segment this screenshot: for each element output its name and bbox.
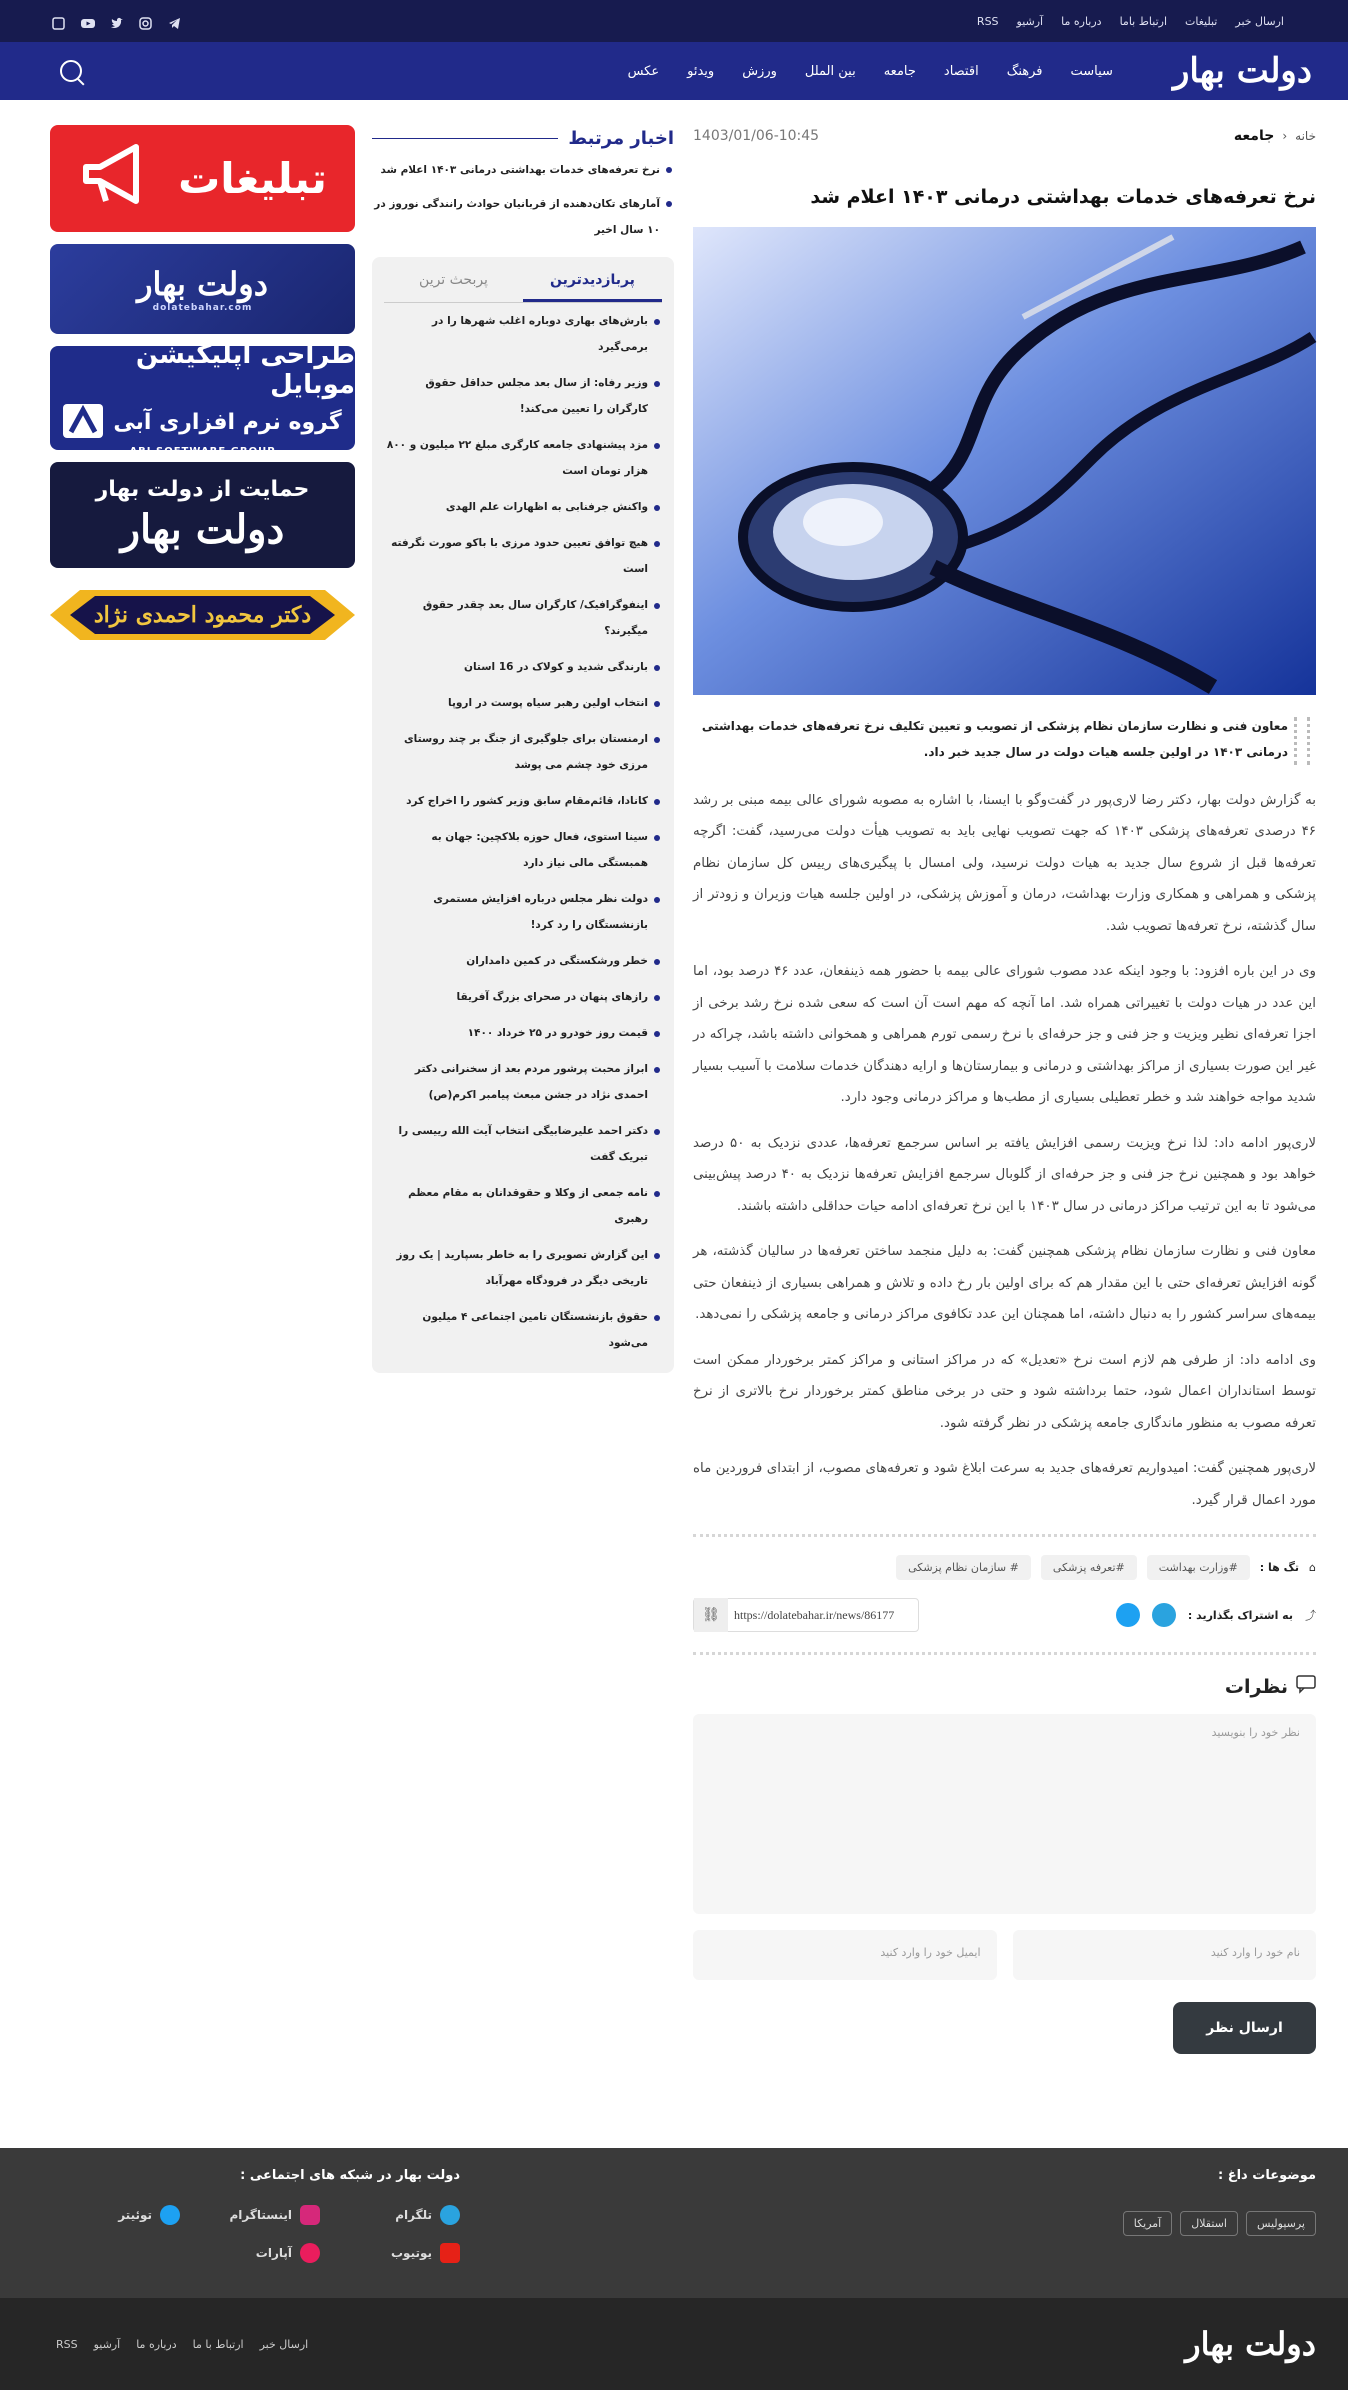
popular-news-item[interactable]: رازهای پنهان در صحرای بزرگ آفریقا <box>384 979 662 1015</box>
footer-bottom <box>0 2298 1348 2390</box>
tab-header <box>384 257 662 303</box>
social-youtube-label: یوتیوب <box>390 2246 432 2260</box>
menu-video[interactable]: ویدئو <box>687 63 715 79</box>
twitter-share-icon[interactable] <box>1116 1603 1140 1627</box>
popular-news-item[interactable]: سینا استوی، فعال حوزه بلاکچین: جهان به همبستگی مالی نیاز دارد <box>384 819 662 881</box>
tag-item[interactable]: # سازمان نظام پزشکی <box>896 1555 1031 1580</box>
menu-economy[interactable]: اقتصاد <box>943 63 979 79</box>
menu-photo[interactable]: عکس <box>627 63 660 79</box>
share-label: به اشتراک بگذارید : <box>1187 1608 1293 1622</box>
middle-column <box>372 128 674 1373</box>
short-url-box[interactable] <box>693 1598 919 1632</box>
article-image-stethoscope <box>693 227 1316 695</box>
popular-news-item[interactable]: کانادا، قائم‌مقام سابق وزیر کشور را اخراج کرد <box>384 783 662 819</box>
footer-link-archive[interactable]: آرشیو <box>93 2337 121 2351</box>
ad-banner-abi-software[interactable] <box>50 339 355 457</box>
article-paragraph: لاری‌پور همچنین گفت: امیدواریم تعرفه‌های جدید به سرعت ابلاغ شود و تعرفه‌های مصوب، از ابتدای فروردین ماه مورد اعمال قرار گیرد. <box>693 1461 1316 1508</box>
ad-dolatebahar-url: dolatebahar.com <box>152 303 253 313</box>
popular-news-item[interactable]: هیچ توافق تعیین حدود مرزی با باکو صورت نگرفته است <box>384 525 662 587</box>
footer-link-about[interactable]: درباره ما <box>136 2337 177 2351</box>
youtube-icon[interactable] <box>81 15 94 28</box>
comment-icon <box>1296 1675 1316 1698</box>
popular-news-item[interactable]: این گزارش تصویری را به خاطر بسپارید | یک روز تاریخی دیگر در فرودگاه مهرآباد <box>384 1237 662 1299</box>
social-list <box>60 2205 460 2263</box>
heading-line <box>372 138 558 139</box>
social-networks <box>60 2168 460 2263</box>
submit-comment-button[interactable]: ارسال نظر <box>1173 2002 1316 2054</box>
menu-sports[interactable]: ورزش <box>742 63 777 79</box>
social-aparat[interactable] <box>180 2243 320 2263</box>
telegram-icon[interactable] <box>168 15 181 28</box>
tag-item[interactable]: #تعرفه پزشکی <box>1041 1555 1137 1580</box>
social-instagram-label: اینستاگرام <box>229 2208 292 2222</box>
hot-topic-tag[interactable]: آمریکا <box>1123 2211 1173 2236</box>
popular-news-item[interactable]: قیمت روز خودرو در ۲۵ خرداد ۱۴۰۰ <box>384 1015 662 1051</box>
breadcrumb-section[interactable]: جامعه <box>1233 128 1275 144</box>
article-title: نرخ تعرفه‌های خدمات بهداشتی درمانی ۱۴۰۳ اعلام شد <box>810 186 1316 208</box>
top-link-ads[interactable]: تبلیغات <box>1185 14 1218 28</box>
ad-banner-advertising[interactable] <box>50 125 355 232</box>
search-icon[interactable] <box>60 60 82 82</box>
megaphone-icon <box>78 139 158 219</box>
popular-news-item[interactable]: اینفوگرافیک/ کارگران سال بعد چقدر حقوق میگیرند؟ <box>384 587 662 649</box>
tab-most-viewed[interactable]: پربازدیدترین <box>523 257 662 302</box>
top-social <box>52 15 181 28</box>
article-paragraph: وی در این باره افزود: با وجود اینکه عدد مصوب شورای عالی بیمه با حضور همه ذینفعان، عدد ۴۶ درصد بود، اما این عدد در هیات دولت با تغییراتی همراه شد. اما آنچه که مهم است آن است که سعی شده نرخ رشد برخی از اجزا تعرفه‌ای نظیر ویزیت و جز فنی و جز حرفه‌ای با نرخ رسمی تورم همراهی و همخوانی داشته باشد، چراکه در غیر این صورت بسیاری از مراکز بهداشتی و درمانی و بیمارستان‌ها و ارایه دهندگان خدمات سلامت با آسیب بسیار شدید مواجه خواهند شد و خطر تعطیلی بسیاری از مطب‌ها و مراکز درمانی وجود دارد. <box>693 964 1316 1106</box>
popular-news-item[interactable]: دکتر احمد علیرضابیگی انتخاب آیت الله رییسی را تبریک گفت <box>384 1113 662 1175</box>
short-url[interactable]: https://dolatebahar.ir/news/86177 <box>734 1607 895 1622</box>
ad-abi-en: ABI SOFTWARE GROUP <box>129 445 276 457</box>
ad-banner-dolatebahar[interactable] <box>50 244 355 334</box>
email-input[interactable]: ایمیل خود را وارد کنید <box>693 1930 997 1980</box>
ad-ahmadinejad-text: دکتر محمود احمدی نژاد <box>93 602 312 628</box>
tags-label: تگ ها : <box>1259 1561 1300 1575</box>
twitter-icon[interactable] <box>110 15 123 28</box>
footer-links <box>56 2338 308 2351</box>
ad-abi-logo-row <box>63 404 341 442</box>
related-news-item[interactable]: نرخ تعرفه‌های خدمات بهداشتی درمانی ۱۴۰۳ اعلام شد <box>372 157 674 183</box>
top-bar <box>0 0 1348 42</box>
social-instagram[interactable] <box>180 2205 320 2225</box>
article-paragraph: لاری‌پور ادامه داد: لذا نرخ ویزیت رسمی افزایش یافته بر اساس سرجمع تعرفه‌ها، عددی نزدیک به ۵۰ درصد خواهد بود و همچنین نرخ جز فنی و جز حرفه‌ای از گلوبال سرجمع افزایش تعرفه‌ها نزدیک به ۴۰ درصد پیش‌بینی می‌شود تا به این ترتیب مراکز درمانی در سال ۱۴۰۳ با این نرخ تعرفه‌ای ادامه حیات حداقلی داشته باشند. <box>693 1135 1316 1214</box>
popular-news-item[interactable]: بارش‌های بهاری دوباره اغلب شهرها را در برمی‌گیرد <box>384 303 662 365</box>
social-twitter-label: توئیتر <box>118 2208 152 2222</box>
comments-title: نظرات <box>1224 1675 1288 1698</box>
footer-link-contact[interactable]: ارتباط با ما <box>192 2337 244 2351</box>
popular-news-item[interactable]: خطر ورشکستگی در کمین دامداران <box>384 943 662 979</box>
top-link-about[interactable]: درباره ما <box>1061 14 1102 28</box>
youtube-icon <box>440 2243 460 2263</box>
popular-news-item[interactable]: مزد پیشنهادی جامعه کارگری مبلغ ۲۲ میلیون و ۸۰۰ هزار تومان است <box>384 427 662 489</box>
hot-topic-tag[interactable]: پرسپولیس <box>1246 2211 1316 2236</box>
footer-link-send-news[interactable]: ارسال خبر <box>259 2337 309 2351</box>
main-menu <box>82 64 1113 79</box>
ad-advertising-text: تبلیغات <box>178 154 327 203</box>
article-lead: معاون فنی و نظارت سازمان نظام پزشکی از تصویب و تعیین تکلیف نرخ تعرفه‌های خدمات بهداشتی درمانی ۱۴۰۳ در اولین جلسه هیات دولت در سال جدید خبر داد. <box>693 713 1316 765</box>
ads-column <box>50 125 355 662</box>
footer-link-rss[interactable]: RSS <box>56 2337 78 2351</box>
aparat-icon <box>300 2243 320 2263</box>
top-links <box>977 15 1284 28</box>
instagram-icon <box>300 2205 320 2225</box>
ad-abi-fa: گروه نرم افزاری آبی <box>113 410 342 435</box>
tags-row <box>693 1555 1316 1580</box>
main-content <box>0 100 1348 2145</box>
article <box>693 128 1316 2054</box>
ad-banner-support[interactable] <box>50 462 355 568</box>
tag-icon: ⌂ <box>1309 1561 1316 1575</box>
telegram-icon <box>440 2205 460 2225</box>
social-youtube[interactable] <box>320 2243 460 2263</box>
hot-topics-heading: موضوعات داغ : <box>1218 2168 1316 2183</box>
popular-news-item[interactable]: انتخاب اولین رهبر سیاه پوست در اروپا <box>384 685 662 721</box>
site-logo[interactable]: دولت بهار <box>1172 51 1312 91</box>
related-news-title: اخبار مرتبط <box>568 128 674 149</box>
social-heading: دولت بهار در شبکه های اجتماعی : <box>240 2168 460 2183</box>
ad-dolatebahar-title: دولت بهار <box>137 265 268 303</box>
top-link-send-news[interactable]: ارسال خبر <box>1235 14 1284 28</box>
popular-news-item[interactable]: بارندگی شدید و کولاک در 16 استان <box>384 649 662 685</box>
twitter-icon <box>160 2205 180 2225</box>
name-input[interactable]: نام خود را وارد کنید <box>1013 1930 1317 1980</box>
comment-inputs <box>693 1930 1316 1980</box>
related-news-item[interactable]: آمارهای تکان‌دهنده از قربانیان حوادث رانندگی نوروز در ۱۰ سال اخیر <box>372 191 674 243</box>
main-navbar <box>0 42 1348 100</box>
hot-topic-tag[interactable]: استقلال <box>1180 2211 1238 2236</box>
top-link-contact[interactable]: ارتباط باما <box>1119 14 1168 28</box>
popular-news-item[interactable]: نامه جمعی از وکلا و حقوقدانان به مقام معظم رهبری <box>384 1175 662 1237</box>
hot-topics-list <box>1016 2211 1316 2236</box>
instagram-icon[interactable] <box>139 15 152 28</box>
share-row <box>693 1598 1316 1632</box>
popular-news-item[interactable]: حقوق بازنشستگان تامین اجتماعی ۴ میلیون می‌شود <box>384 1299 662 1361</box>
abi-logo-icon <box>63 404 103 442</box>
tab-most-discussed[interactable]: پربحث ترین <box>419 272 488 288</box>
top-link-archive[interactable]: آرشیو <box>1016 14 1044 28</box>
popular-tabs <box>372 257 674 1373</box>
menu-culture[interactable]: فرهنگ <box>1006 63 1043 79</box>
comment-textarea[interactable]: نظر خود را بنویسید <box>693 1714 1316 1914</box>
ad-support-logo: دولت بهار <box>120 506 285 553</box>
article-date: 1403/01/06-10:45 <box>693 128 820 144</box>
menu-international[interactable]: بین الملل <box>804 63 856 79</box>
article-paragraph: معاون فنی و نظارت سازمان نظام پزشکی همچنین گفت: به دلیل منجمد ساختن تعرفه‌ها در سالیان گذشته، هر گونه افزایش تعرفه‌ای حتی با این مقدار هم که برای اولین بار رخ داده و تلاش و همراهی بسیاری از ذینفعان حتی بیمه‌های سراسر کشور را به دنبال داشته، اما همچنان این عدد تکافوی مراکز درمانی و جامعه پزشکی را نمی‌دهد. <box>693 1244 1316 1323</box>
tag-item[interactable]: #وزارت بهداشت <box>1147 1555 1250 1580</box>
related-news-heading <box>372 128 674 149</box>
footer-top <box>0 2148 1348 2298</box>
popular-news-item[interactable]: وزیر رفاه: از سال بعد مجلس حداقل حقوق کارگران را تعیین می‌کند! <box>384 365 662 427</box>
divider <box>693 1534 1316 1537</box>
top-link-rss[interactable]: RSS <box>976 14 999 28</box>
ad-banner-ahmadinejad[interactable] <box>50 580 355 650</box>
share-icon: ⤴ <box>1305 1609 1316 1623</box>
breadcrumb-home[interactable]: خانه <box>1295 129 1316 143</box>
article-paragraph: به گزارش دولت بهار، دکتر رضا لاری‌پور در گفت‌وگو با ایسنا، با اشاره به مصوبه شورای عالی بیمه مبنی بر رشد ۴۶ درصدی تعرفه‌های پزشکی ۱۴۰۳ که جهت تصویب نهایی باید به تصویب هیأت دولت می‌رسید، گفت: اگرچه تعرفه‌ها قبل از شروع سال جدید به هیات دولت نرسید، ولی امسال با پیگیری‌های رییس کل سازمان نظام پزشکی و همراهی و همکاری وزارت بهداشت، درمان و آموزش پزشکی، در اولین جلسه هیات وزیران و زودتر از سال گذشته، نرخ تعرفه‌ها تصویب شد. <box>693 792 1316 934</box>
popular-news-item[interactable]: ارمنستان برای جلوگیری از جنگ بر چند روستای مرزی خود چشم می پوشد <box>384 721 662 783</box>
ad-abi-title: طراحی اپلیکیشن موبایل <box>135 339 355 400</box>
popular-news-item[interactable]: واکنش جرفنابی به اظهارات علم الهدی <box>384 489 662 525</box>
comments-heading <box>693 1675 1316 1698</box>
article-paragraph: وی ادامه داد: از طرفی هم لازم است نرخ «تعدیل» که در مراکز استانی و مراکز کمتر برخوردار ممکن است توسط استانداران اعمال شود، حتما برداشته شود و حتی در برخی مناطق کمتر برخوردار نرخ بالاتری از نرخ تعرفه مصوب به منظور ماندگاری جامعه پزشکی در نظر گرفته شود. <box>693 1352 1316 1431</box>
link-icon[interactable]: ⛓ <box>694 1598 728 1632</box>
telegram-share-icon[interactable] <box>1152 1603 1176 1627</box>
aparat-icon[interactable] <box>52 15 65 28</box>
social-telegram-label: تلگرام <box>395 2208 432 2222</box>
footer-logo[interactable]: دولت بهار <box>1185 2325 1316 2363</box>
divider <box>693 1652 1316 1655</box>
ad-support-title: حمایت از دولت بهار <box>95 477 310 502</box>
hot-topics <box>1016 2168 1316 2236</box>
social-twitter[interactable] <box>80 2205 180 2225</box>
chevron-left-icon: ‹ <box>1282 129 1288 143</box>
menu-society[interactable]: جامعه <box>883 63 916 79</box>
menu-politics[interactable]: سیاست <box>1070 63 1113 79</box>
social-aparat-label: آپارات <box>255 2246 292 2260</box>
popular-news-item[interactable]: دولت نظر مجلس درباره افزایش مستمری بازنشستگان را رد کرد! <box>384 881 662 943</box>
popular-news-item[interactable]: ابراز محبت پرشور مردم بعد از سخنرانی دکتر احمدی نژاد در جشن مبعث پیامبر اکرم(ص) <box>384 1051 662 1113</box>
social-telegram[interactable] <box>320 2205 460 2225</box>
